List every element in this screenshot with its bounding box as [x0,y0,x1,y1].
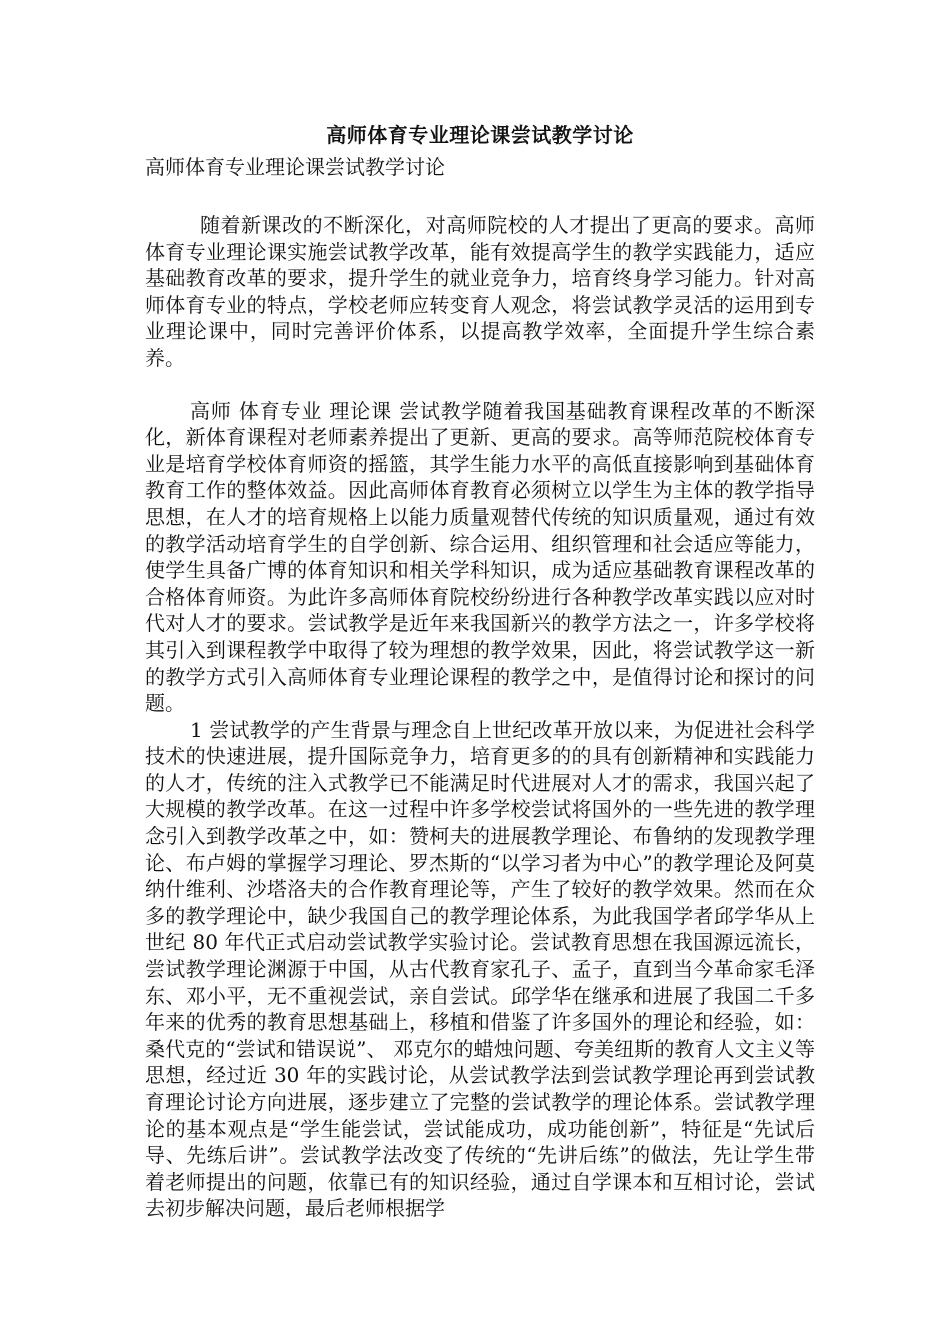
body-paragraph: 高师 体育专业 理论课 尝试教学随着我国基础教育课程改革的不断深化，新体育课程对老师素养提出了更新、更高的要求。高等师范院校体育专业是培育学校体育师资的摇篮，其学生能力水平的高低直接影响到基础体育教育工作的整体效益。因此高师体育教育必须树立以学生为主体的教学指导思想，在人才的培育规格上以能力质量观替代传统的知识质量观，通过有效的教学活动培育学生的自学创新、综合运用、组织管理和社会适应等能力，使学生具备广博的体育知识和相关学科知识，成为适应基础教育课程改革的合格体育师资。为此许多高师体育院校纷纷进行各种教学改革实践以应对时代对人才的要求。尝试教学是近年来我国新兴的教学方法之一，许多学校将其引入到课程教学中取得了较为理想的教学效果，因此，将尝试教学这一新的教学方式引入高师体育专业理论课程的教学之中，是值得讨论和探讨的问题。 [145,398,815,716]
document-title: 高师体育专业理论课尝试教学讨论 [326,123,634,147]
document-subtitle: 高师体育专业理论课尝试教学讨论 [145,155,445,179]
document-page [145,118,815,1222]
abstract-paragraph: 随着新课改的不断深化，对高师院校的人才提出了更高的要求。高师体育专业理论课实施尝试教学改革，能有效提高学生的教学实践能力，适应基础教育改革的要求，提升学生的就业竞争力，培育终身学习能力。针对高师体育专业的特点，学校老师应转变育人观念，将尝试教学灵活的运用到专业理论课中，同时完善评价体系，以提高教学效率，全面提升学生综合素养。 [145,213,815,370]
body-paragraph: 1 尝试教学的产生背景与理念自上世纪改革开放以来，为促进社会科学技术的快速进展，提升国际竞争力，培育更多的的具有创新精神和实践能力的人才，传统的注入式教学已不能满足时代进展对人才的需求，我国兴起了大规模的教学改革。在这一过程中许多学校尝试将国外的一些先进的教学理念引入到教学改革之中，如：赞柯夫的进展教学理论、布鲁纳的发现教学理论、布卢姆的掌握学习理论、罗杰斯的“以学习者为中心”的教学理论及阿莫纳什维利、沙塔洛夫的合作教育理论等，产生了较好的教学效果。然而在众多的教学理论中，缺少我国自己的教学理论体系，为此我国学者邱学华从上世纪 80 年代正式启动尝试教学实验讨论。尝试教育思想在我国源远流长，尝试教学理论渊源于中国，从古代教育家孔子、孟子，直到当今革命家毛泽东、邓小平，无不重视尝试，亲自尝试。邱学华在继承和进展了我国二千多年来的优秀的教育思想基础上，移植和借鉴了许多国外的理论和经验，如：桑代克的“尝试和错误说”、 邓克尔的蜡烛问题、夸美纽斯的教育人文主义等思想，经过近 30 年的实践讨论，从尝试教学法到尝试教学理论再到尝试教育理论讨论方向进展，逐步建立了完整的尝试教学的理论体系。尝试教学理论的基本观点是“学生能尝试，尝试能成功，成功能创新”，特征是“先试后导、先练后讲”。尝试教学法改变了传统的“先讲后练”的做法，先让学生带着老师提出的问题，依靠已有的知识经验，通过自学课本和互相讨论，尝试去初步解决问题，最后老师根据学 [145,717,815,1221]
